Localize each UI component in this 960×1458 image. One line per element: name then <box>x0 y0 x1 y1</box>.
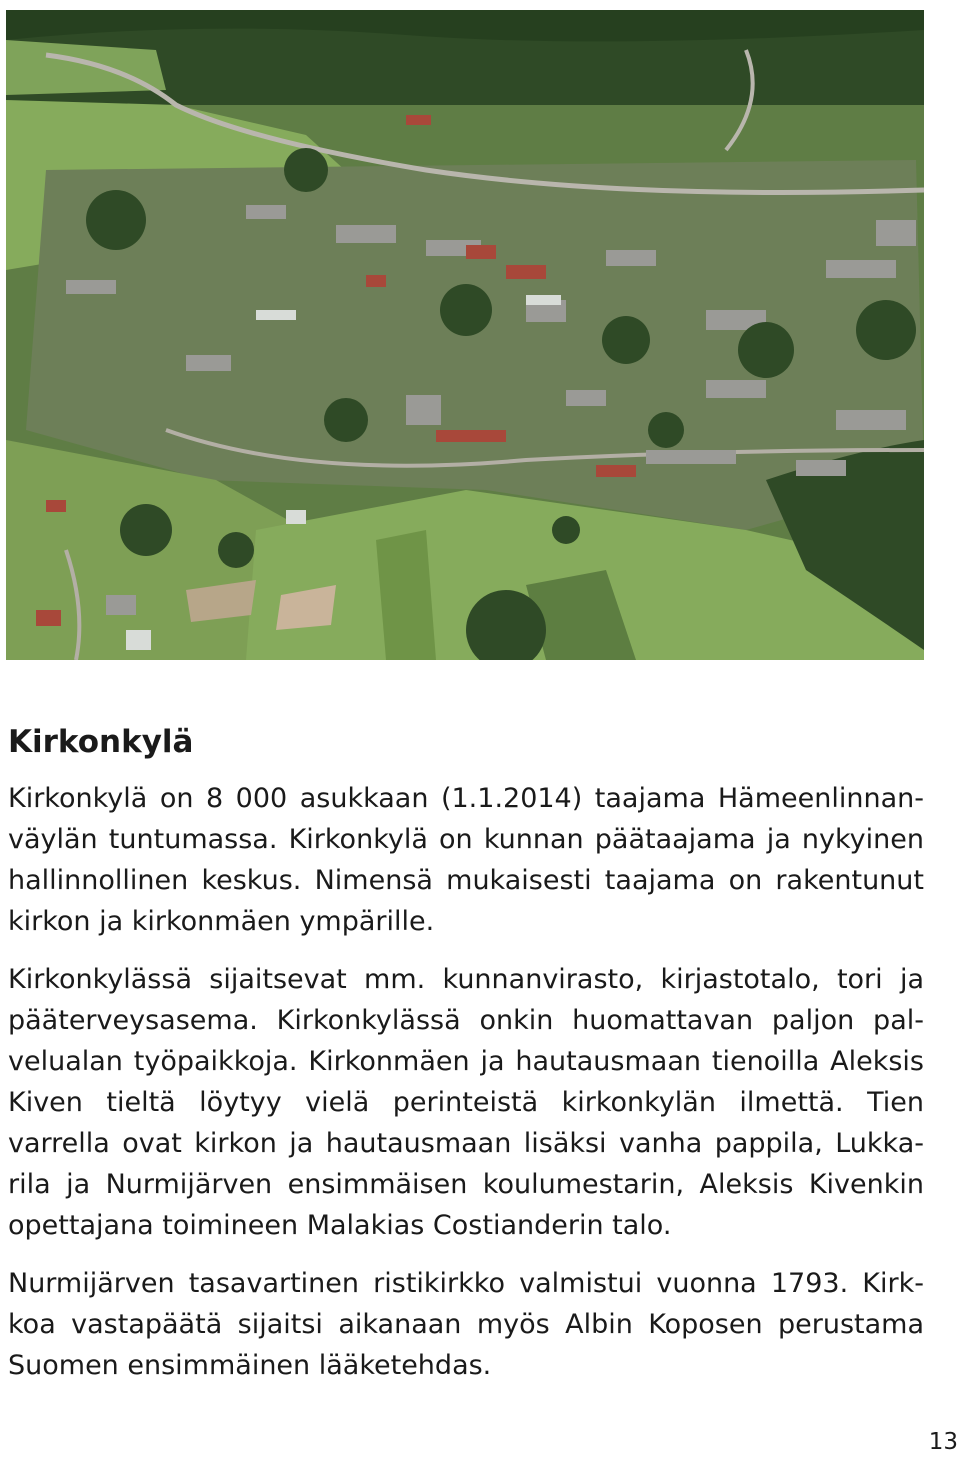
page-heading: Kirkonkylä <box>8 724 194 760</box>
page-number: 13 <box>928 1429 958 1455</box>
paragraph: Kirkonkylässä sijaitsevat mm. kunnanvirasto, kirjastotalo, tori ja pääterveysasema. Kirkonkylässä onkin huomattavan paljon palvelualan työpaikkoja. Kirkonmäen ja hautausmaan tienoilla Aleksis Kiven tieltä löytyy vielä perinteistä kirkonkylän ilmettä. Tien varrella ovat kirkon ja hautausmaan lisäksi vanha pappila, Lukkarila ja Nurmijärven ensimmäisen koulumestarin, Aleksis Kivenkin opettajana toimineen Malakias Costianderin talo. <box>8 964 924 1241</box>
body-text <box>8 778 924 1386</box>
paragraph: Kirkonkylä on 8 000 asukkaan (1.1.2014) taajama Hämeenlinnanväylän tuntumassa. Kirkonkylä on kunnan päätaajama ja nykyinen hallinnollinen keskus. Nimensä mukaisesti taajama on rakentunut kirkon ja kirkonmäen ympärille. <box>8 783 924 937</box>
aerial-photo <box>6 10 924 660</box>
paragraph: Nurmijärven tasavartinen ristikirkko valmistui vuonna 1793. Kirkkoa vastapäätä sijaitsi aikanaan myös Albin Koposen perustama Suomen ensimmäinen lääketehdas. <box>8 1268 924 1381</box>
